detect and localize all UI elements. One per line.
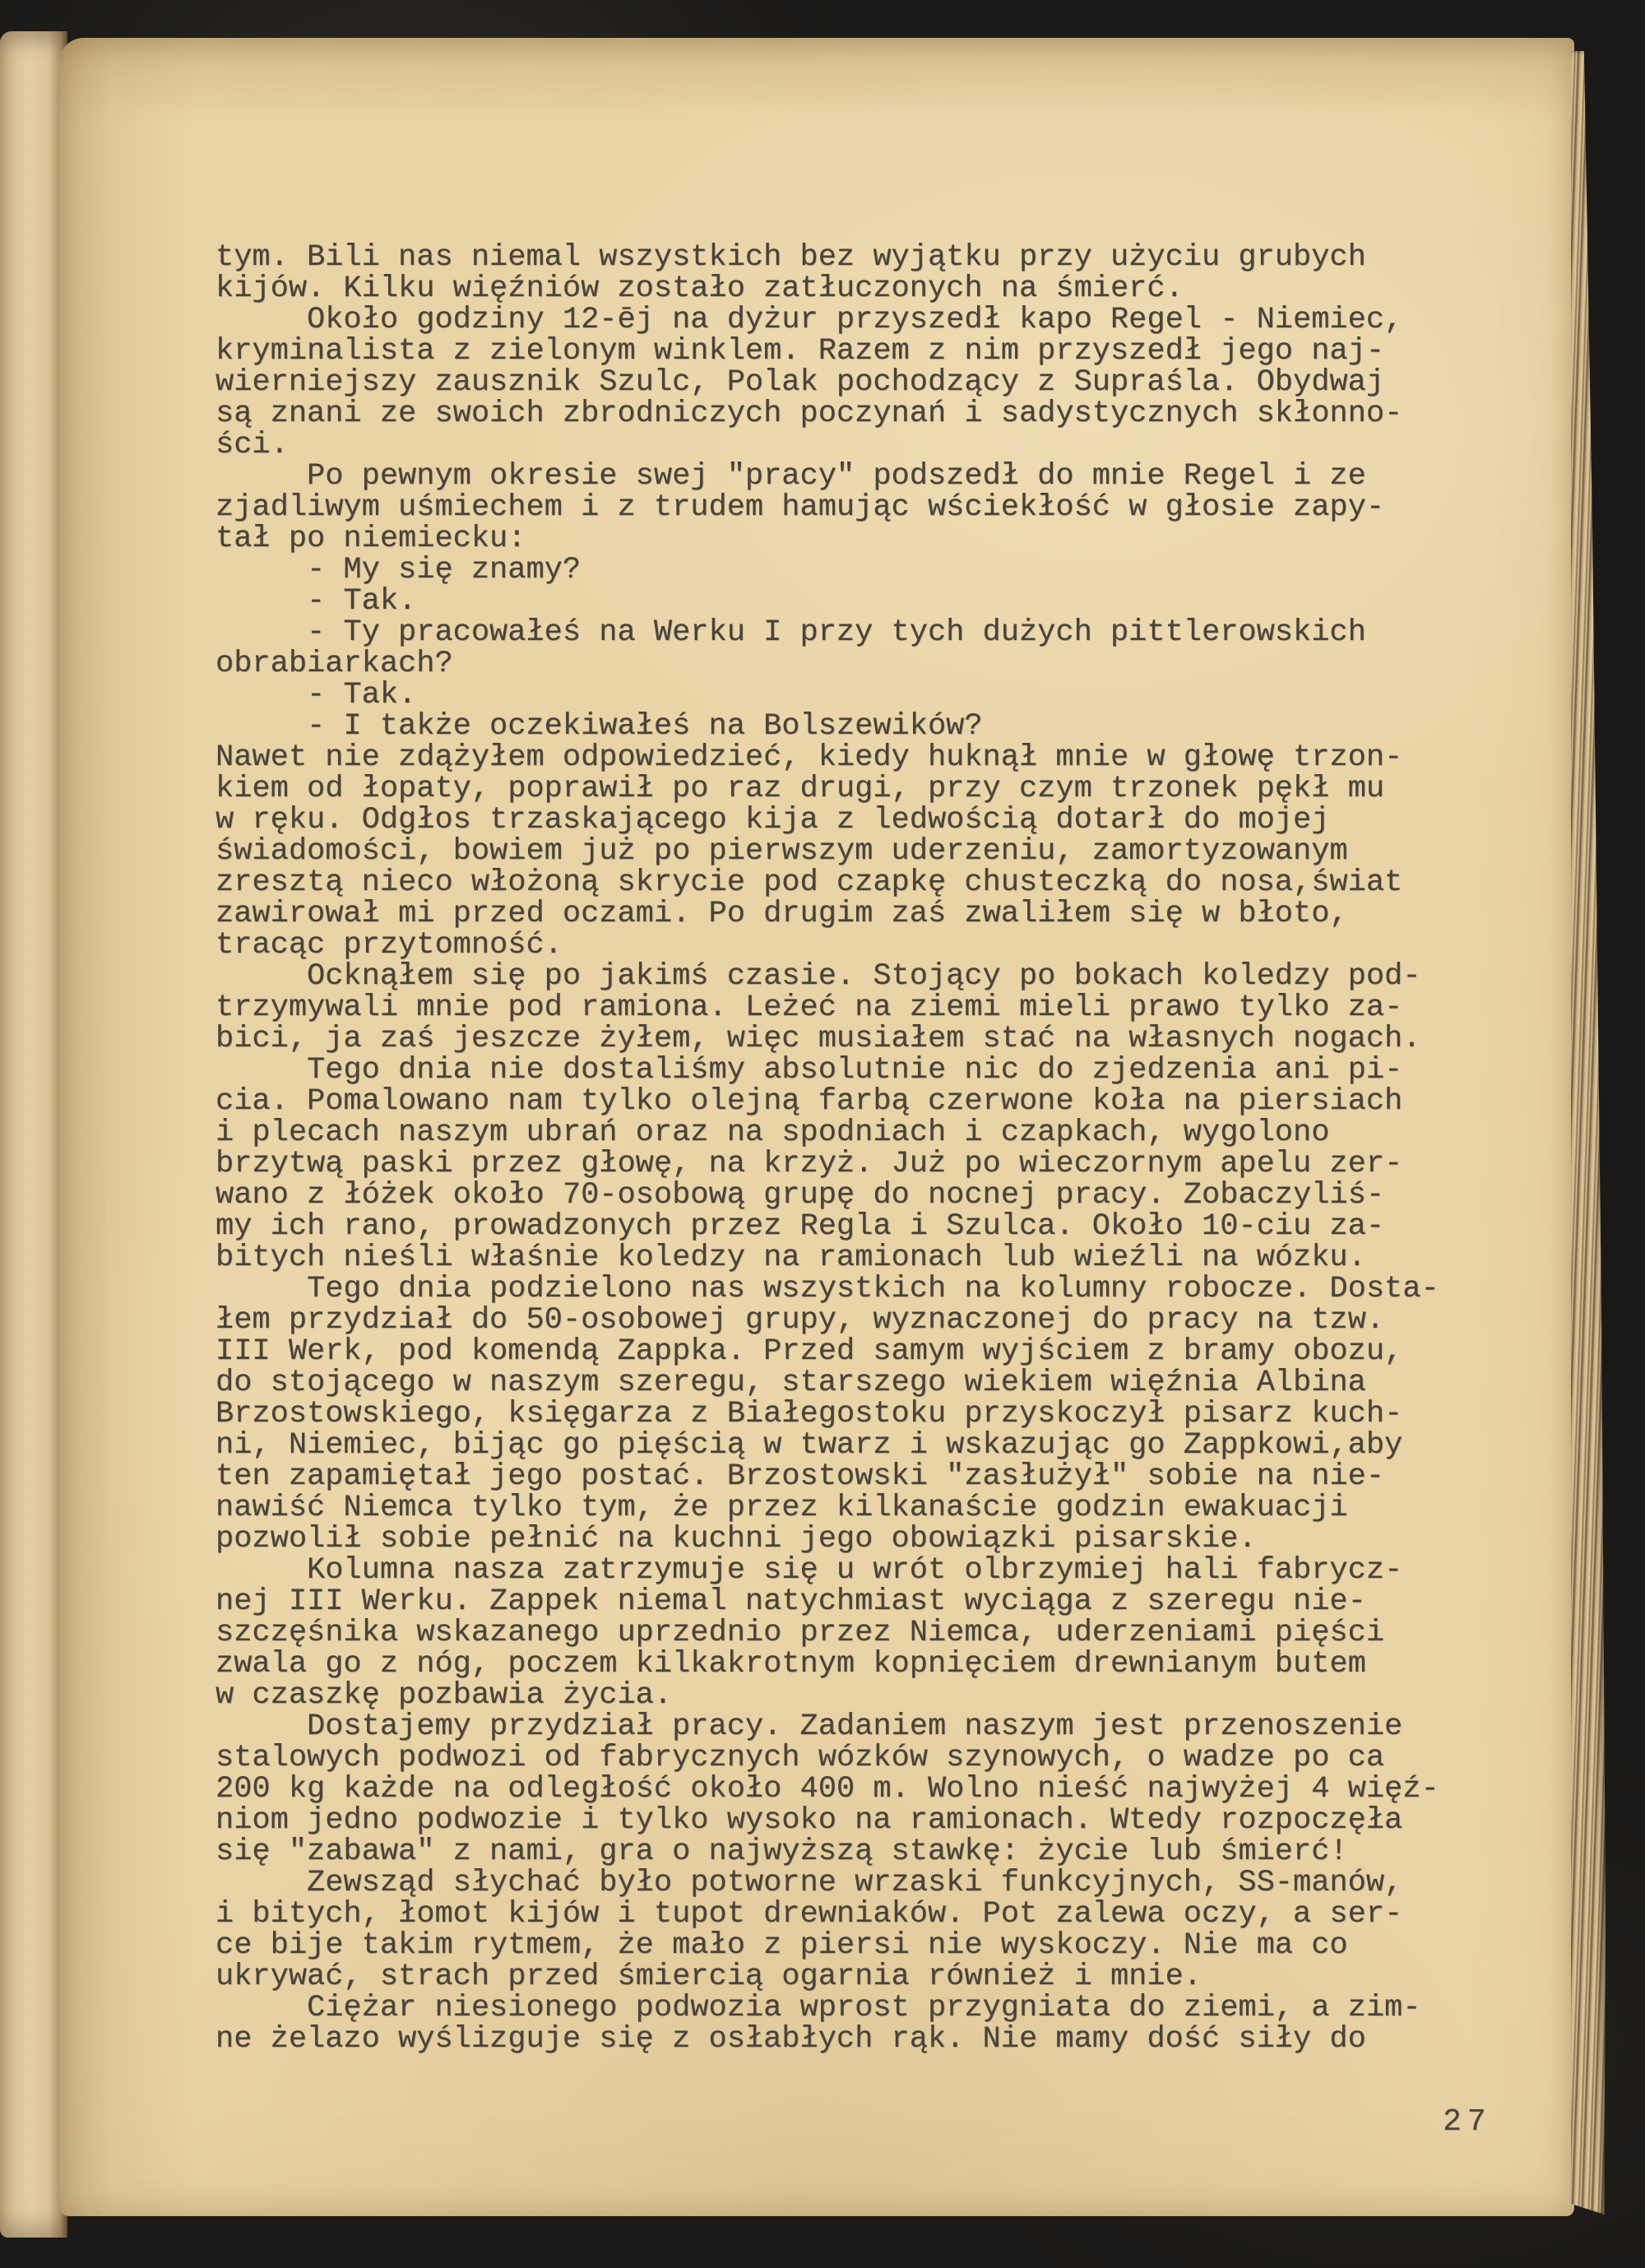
text-line: zawirował mi przed oczami. Po drugim zaś zwaliłem się w błoto,: [215, 897, 1348, 931]
text-line: Ocknąłem się po jakimś czasie. Stojący po bokach koledzy pod-: [215, 959, 1421, 994]
text-line: nawiść Niemca tylko tym, że przez kilkanaście godzin ewakuacji: [215, 1491, 1348, 1525]
text-line: Dostajemy przydział pracy. Zadaniem naszym jest przenoszenie: [215, 1709, 1403, 1744]
text-line: ści.: [215, 428, 289, 462]
text-line: zjadliwym uśmiechem i z trudem hamując wściekłość w głosie zapy-: [215, 490, 1385, 525]
text-line: Kolumna nasza zatrzymuje się u wrót olbrzymiej hali fabrycz-: [215, 1553, 1403, 1588]
text-line: kiem od łopaty, poprawił po raz drugi, przy czym trzonek pękł mu: [215, 772, 1385, 806]
text-line: brzytwą paski przez głowę, na krzyż. Już po wieczornym apelu zer-: [215, 1147, 1403, 1181]
text-line: zresztą nieco włożoną skrycie pod czapkę chusteczką do nosa,świat: [215, 865, 1403, 900]
text-line: - I także oczekiwałeś na Bolszewików?: [215, 709, 983, 744]
text-line: - Tak.: [215, 584, 417, 619]
text-line: nej III Werku. Zappek niemal natychmiast wyciąga z szeregu nie-: [215, 1584, 1366, 1619]
text-line: do stojącego w naszym szeregu, starszego wiekiem więźnia Albina: [215, 1366, 1366, 1400]
text-line: pozwolił sobie pełnić na kuchni jego obowiązki pisarskie.: [215, 1522, 1257, 1556]
text-line: tał po niemiecku:: [215, 522, 526, 556]
text-line: zwala go z nóg, poczem kilkakrotnym kopnięciem drewnianym butem: [215, 1647, 1366, 1681]
text-line: bici, ja zaś jeszcze żyłem, więc musiałem stać na własnych nogach.: [215, 1022, 1421, 1056]
text-line: stalowych podwozi od fabrycznych wózków szynowych, o wadze po ca: [215, 1741, 1385, 1775]
text-line: w ręku. Odgłos trzaskającego kija z ledwością dotarł do mojej: [215, 803, 1330, 837]
text-line: ne żelazo wyślizguje się z osłabłych rąk. Nie mamy dość siły do: [215, 2022, 1366, 2057]
text-line: Tego dnia podzielono nas wszystkich na kolumny robocze. Dosta-: [215, 1272, 1439, 1306]
text-line: bitych nieśli właśnie koledzy na ramionach lub wieźli na wózku.: [215, 1241, 1366, 1275]
text-line: w czaszkę pozbawia życia.: [215, 1678, 673, 1713]
text-line: Tego dnia nie dostaliśmy absolutnie nic do zjedzenia ani pi-: [215, 1053, 1403, 1088]
page-number: 27: [1443, 2104, 1492, 2140]
text-line: ten zapamiętał jego postać. Brzostowski "zasłużył" sobie na nie-: [215, 1459, 1385, 1494]
text-line: kijów. Kilku więźniów zostało zatłuczonych na śmierć.: [215, 271, 1184, 306]
text-line: wano z łóżek około 70-osobową grupę do nocnej pracy. Zobaczyliś-: [215, 1178, 1385, 1213]
text-line: kryminalista z zielonym winklem. Razem z nim przyszedł jego naj-: [215, 334, 1385, 369]
text-line: - Ty pracowałeś na Werku I przy tych dużych pittlerowskich: [215, 615, 1366, 650]
text-line: świadomości, bowiem już po pierwszym uderzeniu, zamortyzowanym: [215, 834, 1348, 869]
text-line: Nawet nie zdążyłem odpowiedzieć, kiedy huknął mnie w głowę trzon-: [215, 740, 1403, 775]
text-line: wierniejszy zausznik Szulc, Polak pochodzący z Supraśla. Obydwaj: [215, 365, 1385, 400]
text-line: cia. Pomalowano nam tylko olejną farbą czerwone koła na piersiach: [215, 1084, 1403, 1119]
text-line: 200 kg każde na odległość około 400 m. Wolno nieść najwyżej 4 więź-: [215, 1772, 1439, 1807]
text-line: trzymywali mnie pod ramiona. Leżeć na ziemi mieli prawo tylko za-: [215, 990, 1403, 1025]
text-line: łem przydział do 50-osobowej grupy, wyznaczonej do pracy na tzw.: [215, 1303, 1385, 1338]
text-line: Brzostowskiego, księgarza z Białegostoku przyskoczył pisarz kuch-: [215, 1397, 1403, 1431]
previous-page-edge: [0, 31, 67, 2238]
document-page: [59, 38, 1574, 2216]
text-line: się "zabawa" z nami, gra o najwyższą stawkę: życie lub śmierć!: [215, 1834, 1348, 1869]
text-line: Po pewnym okresie swej "pracy" podszedł do mnie Regel i ze: [215, 459, 1366, 494]
text-line: ce bije takim rytmem, że mało z piersi nie wyskoczy. Nie ma co: [215, 1928, 1348, 1963]
text-line: Ciężar niesionego podwozia wprost przygniata do ziemi, a zim-: [215, 1991, 1421, 2025]
text-line: obrabiarkach?: [215, 647, 453, 681]
text-line: - Tak.: [215, 678, 417, 712]
text-line: ukrywać, strach przed śmiercią ogarnia również i mnie.: [215, 1960, 1202, 1994]
text-line: - My się znamy?: [215, 553, 582, 587]
text-line: tracąc przytomność.: [215, 928, 563, 962]
text-line: III Werk, pod komendą Zappka. Przed samym wyjściem z bramy obozu,: [215, 1334, 1403, 1369]
text-line: Zewsząd słychać było potworne wrzaski funkcyjnych, SS-manów,: [215, 1866, 1403, 1900]
text-line: ni, Niemiec, bijąc go pięścią w twarz i wskazując go Zappkowi,aby: [215, 1428, 1403, 1463]
page-edges-stack: [1571, 51, 1606, 2215]
typewritten-text: [215, 242, 1499, 2055]
text-line: tym. Bili nas niemal wszystkich bez wyjątku przy użyciu grubych: [215, 240, 1366, 275]
text-line: są znani ze swoich zbrodniczych poczynań i sadystycznych skłonno-: [215, 397, 1403, 431]
text-line: my ich rano, prowadzonych przez Regla i Szulca. Około 10-ciu za-: [215, 1209, 1385, 1244]
text-line: i bitych, łomot kijów i tupot drewniaków. Pot zalewa oczy, a ser-: [215, 1897, 1403, 1932]
text-line: niom jedno podwozie i tylko wysoko na ramionach. Wtedy rozpoczęła: [215, 1803, 1403, 1838]
text-line: szczęśnika wskazanego uprzednio przez Niemca, uderzeniami pięści: [215, 1616, 1385, 1650]
text-line: Około godziny 12-ēj na dyżur przyszedł kapo Regel - Niemiec,: [215, 303, 1403, 337]
text-line: i plecach naszym ubrań oraz na spodniach i czapkach, wygolono: [215, 1115, 1330, 1150]
